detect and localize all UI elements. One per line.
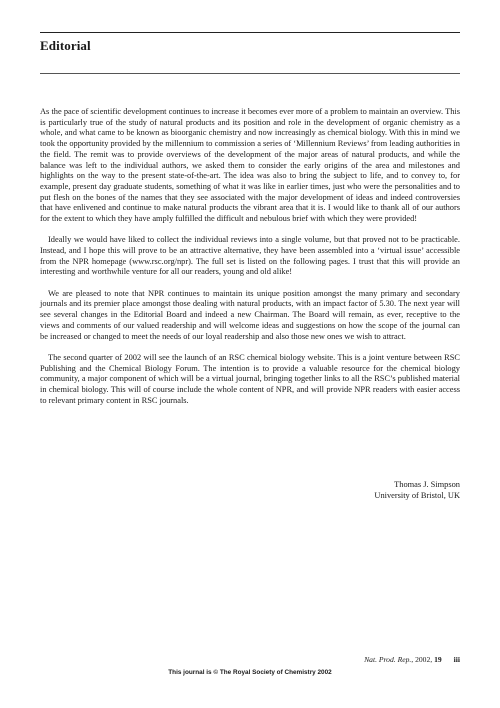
copyright-notice: This journal is © The Royal Society of Chemistry 2002 bbox=[168, 669, 332, 676]
journal-year: , 2002, bbox=[411, 655, 435, 664]
footer-citation bbox=[364, 655, 460, 664]
heading-rule bbox=[40, 73, 460, 74]
page-title: Editorial bbox=[40, 38, 91, 53]
paragraph-4: The second quarter of 2002 will see the launch of an RSC chemical biology website. This is a joint venture between RSC Publishing and the Chemical Biology Forum. The intention is to provide a valuable resource for the chemical biology community, a major component of which will be a virtual journal, bringing together links to all the RSC’s published material in chemical biology. This will of course include the whole content of NPR, and will provide NPR readers with easier access to relevant primary content in RSC journals. bbox=[40, 352, 460, 405]
paragraph-3: We are pleased to note that NPR continues to maintain its unique position amongst the many primary and secondary journals and its premier place amongst those dealing with natural products, with an impact factor of 5.30. The next year will see several changes in the Editorial Board and indeed a new Chairman. The Board will remain, as ever, receptive to the views and comments of our valued readership and will welcome ideas and suggestions on how the scope of the journal can be increased or changed to meet the needs of our loyal readership and also those new ones we wish to attract. bbox=[40, 288, 460, 341]
article-body bbox=[40, 107, 460, 417]
signature-block bbox=[374, 480, 460, 501]
journal-name: Nat. Prod. Rep. bbox=[364, 655, 412, 664]
page-number: iii bbox=[453, 655, 460, 664]
top-rule bbox=[40, 32, 460, 33]
author-name: Thomas J. Simpson bbox=[394, 480, 460, 489]
journal-volume: 19 bbox=[434, 655, 442, 664]
author-affiliation: University of Bristol, UK bbox=[374, 490, 460, 500]
paragraph-1: As the pace of scientific development continues to increase it becomes ever more of a problem to maintain an overview. This is particularly true of the study of natural products and its position and role in the development of organic chemistry as a whole, and what came to be known as bioorganic chemistry and now increasingly as chemical biology. With this in mind we took the opportunity provided by the millennium to commission a series of ‘Millennium Reviews’ from leading authorities in the field. The remit was to provide overviews of the development of the major areas of natural products, and while the balance was left to the individual authors, we asked them to consider the early origins of the area and milestones and highlights on the way to the present state-of-the-art. The idea was also to bring the subject to life, and to convey to, for example, present day graduate students, something of what it was like in earlier times, just who were the personalities and to put flesh on the bones of the names that they see associated with the major development of ideas and indeed controversies that have enlivened and continue to make natural products the vibrant area that it is. I would like to thank all of our authors for the extent to which they have amply fulfilled the difficult and nebulous brief with which they were provided! bbox=[40, 107, 460, 224]
paragraph-2: Ideally we would have liked to collect the individual reviews into a single volume, but that proved not to be practicable. Instead, and I hope this will prove to be an attractive alternative, they have been assembled into a ‘virtual issue’ accessible from the NPR homepage (www.rsc.org/npr). The full set is listed on the following pages. I trust that this will provide an interesting and worthwhile venture for all our readers, young and old alike! bbox=[40, 235, 460, 277]
